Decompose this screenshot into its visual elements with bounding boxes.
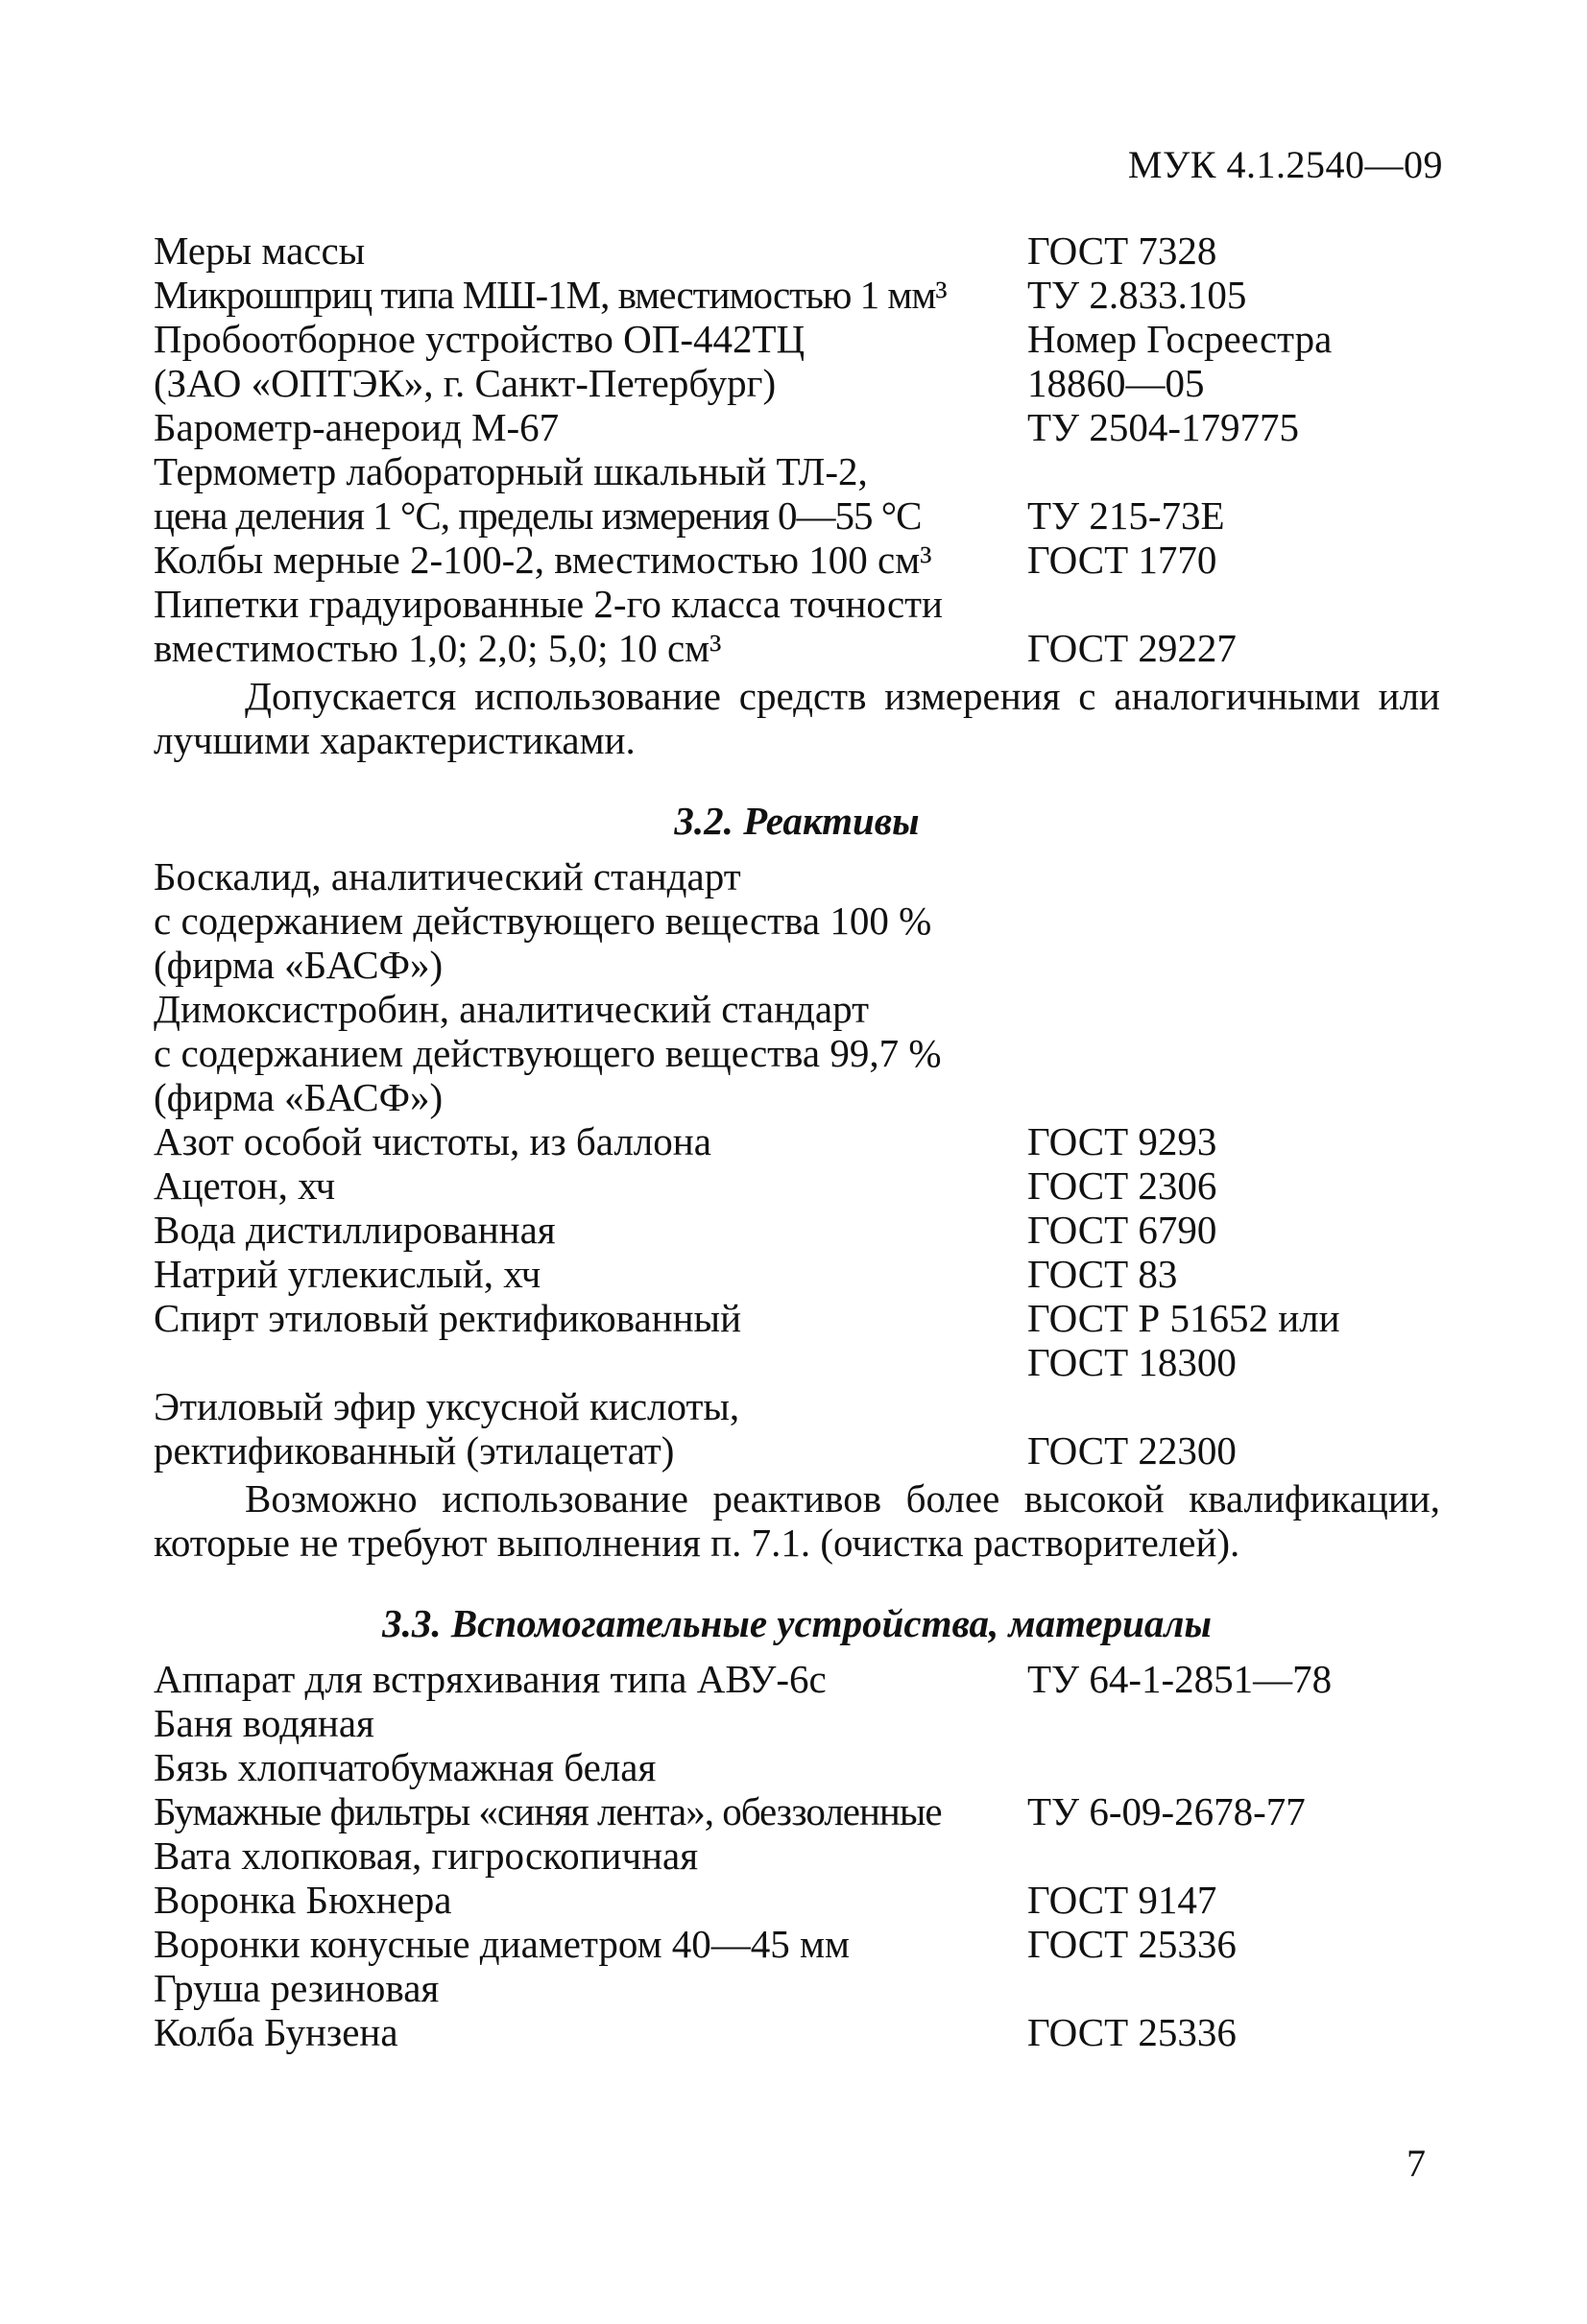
list-item — [154, 1296, 1440, 1340]
list-item — [154, 1701, 1440, 1745]
item-name: с содержанием действующего вещества 99,7 % — [154, 1031, 942, 1075]
list-item — [154, 317, 1440, 361]
item-standard: ГОСТ 6790 — [1027, 1208, 1217, 1252]
item-standard: ТУ 2.833.105 — [1027, 273, 1247, 317]
item-name: Меры массы — [154, 228, 366, 273]
list-item — [154, 1428, 1440, 1473]
item-name: Груша резиновая — [154, 1966, 440, 2010]
item-standard: ГОСТ 22300 — [1027, 1428, 1237, 1473]
item-name: Термометр лабораторный шкальный ТЛ-2, — [154, 449, 868, 493]
item-name: Барометр-анероид М-67 — [154, 405, 560, 449]
list-item — [154, 1657, 1440, 1701]
list-item — [154, 1745, 1440, 1789]
section-title-reagents: 3.2. Реактивы — [674, 799, 920, 843]
item-name: Воронка Бюхнера — [154, 1878, 452, 1922]
item-name: Боскалид, аналитический стандарт — [154, 854, 741, 898]
item-standard: ГОСТ 25336 — [1027, 1922, 1237, 1966]
item-name: цена деления 1 °С, пределы измерения 0—55 °С — [154, 493, 922, 538]
item-name: (фирма «БАСФ») — [154, 1075, 444, 1119]
item-name: Колба Бунзена — [154, 2010, 398, 2054]
item-standard: ТУ 64-1-2851—78 — [1027, 1657, 1333, 1701]
item-name: Колбы мерные 2-100-2, вместимостью 100 см³ — [154, 538, 932, 582]
list-item — [154, 854, 1440, 898]
list-item — [154, 1252, 1440, 1296]
instruments-note: Допускается использование средств измерения с аналогичными или лучшими характеристиками. — [154, 674, 1440, 762]
reagents-note: Возможно использование реактивов более высокой квалификации, которые не требуют выполнения п. 7.1. (очистка растворителей). — [154, 1476, 1440, 1565]
item-standard: ТУ 2504-179775 — [1027, 405, 1299, 449]
item-standard: ГОСТ 25336 — [1027, 2010, 1237, 2054]
list-item — [154, 1966, 1440, 2010]
item-standard: ТУ 6-09-2678-77 — [1027, 1789, 1306, 1833]
item-name: Бумажные фильтры «синяя лента», обеззоленные — [154, 1789, 942, 1833]
list-item — [154, 1119, 1440, 1163]
item-standard: ГОСТ 1770 — [1027, 538, 1217, 582]
list-item — [154, 538, 1440, 582]
item-name: Микрошприц типа МШ-1М, вместимостью 1 мм³ — [154, 273, 947, 317]
item-standard: Номер Госреестра — [1027, 317, 1333, 361]
item-standard: ГОСТ 9147 — [1027, 1878, 1217, 1922]
instruments-list — [154, 228, 1440, 670]
page-number: 7 — [1407, 2142, 1426, 2185]
item-name: Пробоотборное устройство ОП-442ТЦ — [154, 317, 806, 361]
list-item — [154, 1075, 1440, 1119]
item-standard: ГОСТ 83 — [1027, 1252, 1178, 1296]
list-item — [154, 449, 1440, 493]
item-name: Воронки конусные диаметром 40—45 мм — [154, 1922, 850, 1966]
item-standard: ГОСТ 7328 — [1027, 228, 1217, 273]
item-name: Аппарат для встряхивания типа АВУ-6с — [154, 1657, 827, 1701]
item-standard: ГОСТ 2306 — [1027, 1163, 1217, 1208]
item-name: (ЗАО «ОПТЭК», г. Санкт-Петербург) — [154, 361, 777, 405]
list-item — [154, 1163, 1440, 1208]
item-name: с содержанием действующего вещества 100 % — [154, 898, 932, 943]
item-name: ректификованный (этилацетат) — [154, 1428, 675, 1473]
section-title-auxiliary: 3.3. Вспомогательные устройства, материалы — [382, 1601, 1212, 1645]
list-item — [154, 626, 1440, 670]
item-standard: ГОСТ 9293 — [1027, 1119, 1217, 1163]
list-item — [154, 898, 1440, 943]
item-name: Этиловый эфир уксусной кислоты, — [154, 1384, 740, 1428]
item-name: Натрий углекислый, хч — [154, 1252, 541, 1296]
item-standard: 18860—05 — [1027, 361, 1205, 405]
item-name: Спирт этиловый ректификованный — [154, 1296, 742, 1340]
item-name: (фирма «БАСФ») — [154, 943, 444, 987]
list-item — [154, 1922, 1440, 1966]
item-name: Бязь хлопчатобумажная белая — [154, 1745, 657, 1789]
item-standard: ГОСТ 18300 — [1027, 1340, 1237, 1384]
item-name: Азот особой чистоты, из баллона — [154, 1119, 711, 1163]
item-name: Димоксистробин, аналитический стандарт — [154, 987, 869, 1031]
list-item — [154, 1833, 1440, 1878]
list-item — [154, 1031, 1440, 1075]
item-name: Вода дистиллированная — [154, 1208, 556, 1252]
list-item — [154, 943, 1440, 987]
list-item — [154, 1789, 1440, 1833]
list-item — [154, 987, 1440, 1031]
list-item — [154, 1340, 1440, 1384]
item-standard: ГОСТ 29227 — [1027, 626, 1237, 670]
item-standard: ГОСТ Р 51652 или — [1027, 1296, 1340, 1340]
item-name: Пипетки градуированные 2-го класса точности — [154, 582, 944, 626]
list-item — [154, 405, 1440, 449]
page-header: МУК 4.1.2540—09 — [1127, 143, 1443, 186]
page-content — [154, 228, 1440, 2054]
item-name: Ацетон, хч — [154, 1163, 336, 1208]
list-item — [154, 1384, 1440, 1428]
item-name: Вата хлопковая, гигроскопичная — [154, 1833, 699, 1878]
item-name: Баня водяная — [154, 1701, 374, 1745]
auxiliary-list — [154, 1657, 1440, 2054]
list-item — [154, 1878, 1440, 1922]
item-name: вместимостью 1,0; 2,0; 5,0; 10 см³ — [154, 626, 722, 670]
list-item — [154, 273, 1440, 317]
list-item — [154, 1208, 1440, 1252]
list-item — [154, 361, 1440, 405]
list-item — [154, 582, 1440, 626]
list-item — [154, 2010, 1440, 2054]
reagents-list — [154, 854, 1440, 1473]
list-item — [154, 493, 1440, 538]
item-standard: ТУ 215-73Е — [1027, 493, 1225, 538]
list-item — [154, 228, 1440, 273]
